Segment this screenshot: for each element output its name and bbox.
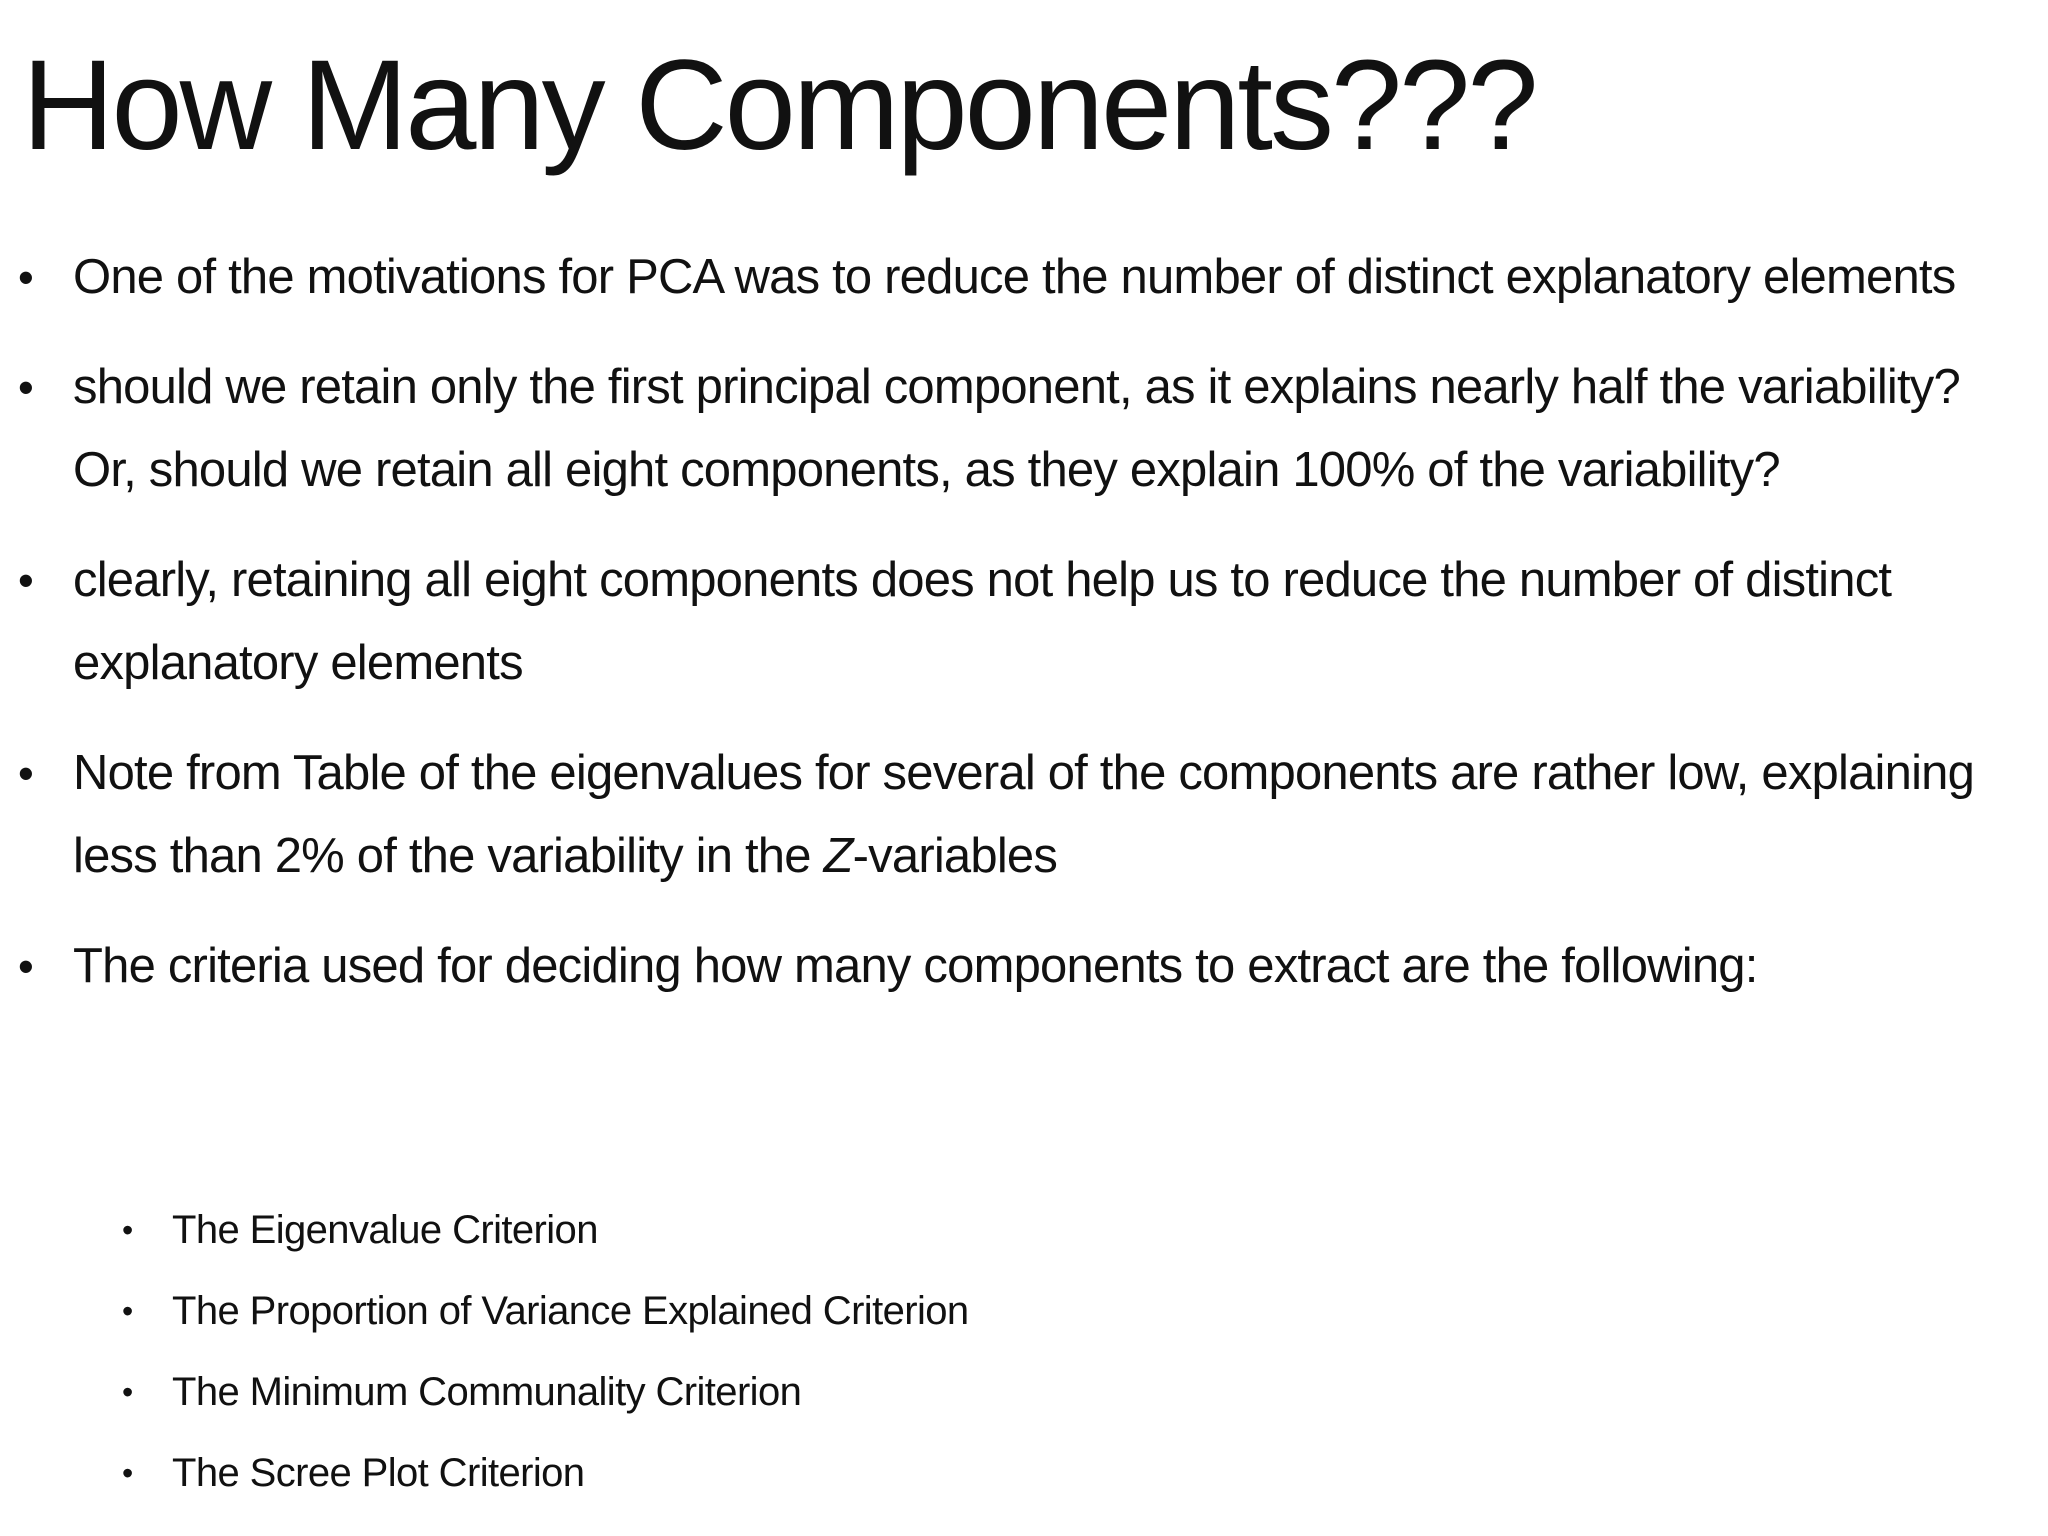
- slide-title: How Many Components???: [22, 34, 1536, 177]
- bullet-item-eigenvalues-note: [18, 732, 2016, 898]
- criterion-eigenvalue: • The Eigenvalue Criterion: [122, 1190, 969, 1271]
- criterion-scree-plot: • The Scree Plot Criterion: [122, 1433, 969, 1514]
- bullet-item-criteria: • The criteria used for deciding how many components to extract are the following:: [18, 925, 2016, 1008]
- eigenvalues-note-text: Note from Table of the eigenvalues for several of the components are rather low, explaining less than 2% of the variability in the: [73, 746, 1975, 883]
- variables-suffix: -variables: [852, 829, 1058, 883]
- criterion-minimum-communality: • The Minimum Communality Criterion: [122, 1352, 969, 1433]
- bullet-item-retain-question: • should we retain only the first principal component, as it explains nearly half the variability? Or, should we retain all eight components, as they explain 100% of the variability?: [18, 346, 2016, 512]
- criteria-list: [18, 1190, 969, 1514]
- bullet-list: [18, 236, 2016, 1018]
- z-variable-letter: Z: [823, 829, 853, 883]
- bullet-item-retain-all: • clearly, retaining all eight components does not help us to reduce the number of distinct explanatory elements: [18, 539, 2016, 705]
- bullet-item-motivation: • One of the motivations for PCA was to reduce the number of distinct explanatory elements: [18, 236, 2016, 319]
- criterion-proportion-variance: • The Proportion of Variance Explained Criterion: [122, 1271, 969, 1352]
